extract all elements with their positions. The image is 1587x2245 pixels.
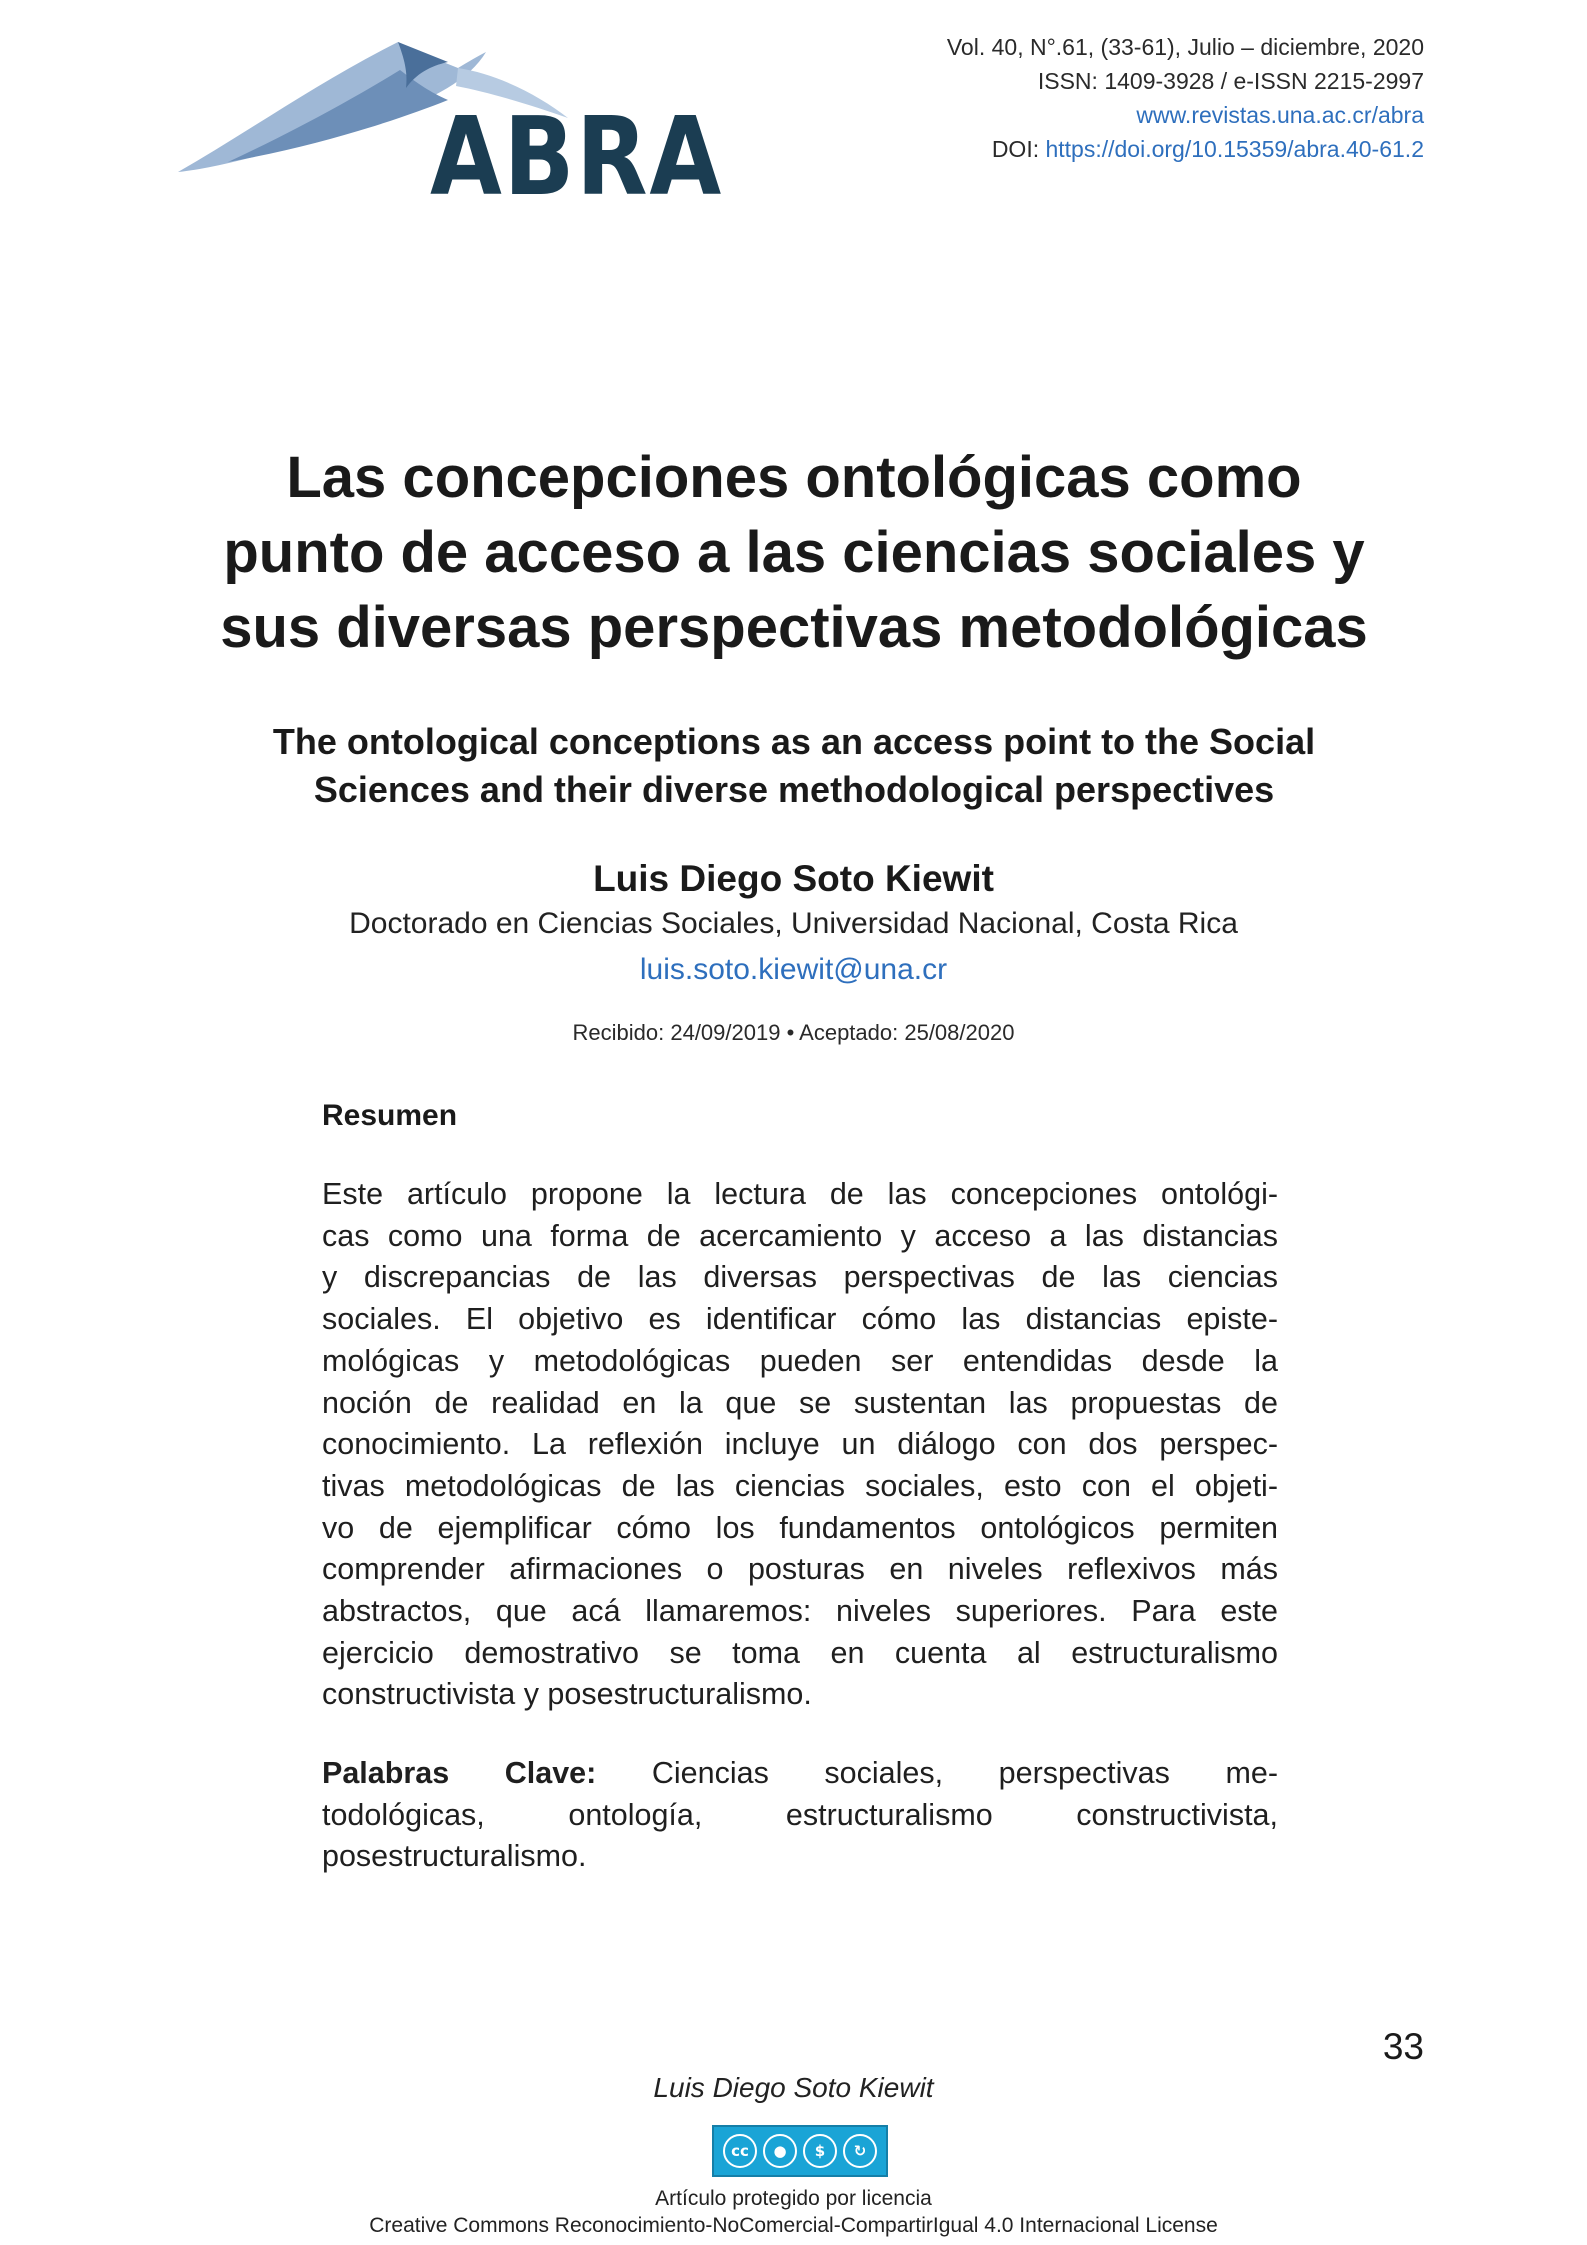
footer-author: Luis Diego Soto Kiewit xyxy=(653,2072,934,2103)
abstract-line: y discrepancias de las diversas perspectivas de las ciencias xyxy=(322,1260,1278,1295)
license-text: Artículo protegido por licencia xyxy=(655,2187,932,2210)
submission-dates: Recibido: 24/09/2019 • Aceptado: 25/08/2020 xyxy=(572,1020,1015,1045)
abstract-line: comprender afirmaciones o posturas en niveles reflexivos más xyxy=(322,1552,1278,1587)
author-name: Luis Diego Soto Kiewit xyxy=(593,858,994,899)
abstract-line: cas como una forma de acercamiento y acceso a las distancias xyxy=(322,1218,1278,1253)
keywords-text: Ciencias sociales, perspectivas me- xyxy=(596,1756,1278,1790)
logo-wordmark: ABRA xyxy=(430,95,723,220)
title-line: sus diversas perspectivas metodológicas xyxy=(220,595,1368,660)
keywords-label: Palabras Clave: xyxy=(322,1756,597,1790)
by-icon: ● xyxy=(763,2134,797,2168)
abstract-line: ejercicio demostrativo se toma en cuenta al estructuralismo xyxy=(322,1635,1278,1670)
cc-icon: cc xyxy=(723,2134,757,2168)
volume-info: Vol. 40, N°.61, (33-61), Julio – diciembre, 2020 xyxy=(946,34,1424,60)
title-line: Las concepciones ontológicas como xyxy=(286,445,1302,510)
doi-line xyxy=(947,132,1424,166)
abstract-line: mológicas y metodológicas pueden ser entendidas desde la xyxy=(322,1343,1278,1378)
keywords-line xyxy=(322,1753,1278,1795)
creative-commons-badge[interactable] xyxy=(712,2125,888,2177)
title-en-line: The ontological conceptions as an access point to the Social xyxy=(272,721,1316,762)
abstract-body xyxy=(322,1174,1278,1716)
journal-logo xyxy=(168,22,723,220)
abstract-line: vo de ejemplificar cómo los fundamentos ontológicos permiten xyxy=(322,1510,1278,1545)
abstract-heading: Resumen xyxy=(322,1099,458,1132)
website-link[interactable]: www.revistas.una.ac.cr/abra xyxy=(1136,102,1424,128)
title-line: punto de acceso a las ciencias sociales y xyxy=(223,520,1365,585)
issn-info: ISSN: 1409-3928 / e-ISSN 2215-2997 xyxy=(1037,68,1424,94)
abstract-line: sociales. El objetivo es identificar cómo las distancias episte- xyxy=(322,1302,1278,1337)
article-title xyxy=(120,440,1468,665)
abstract-line: noción de realidad en la que se sustentan las propuestas de xyxy=(322,1385,1278,1420)
keywords-block xyxy=(322,1753,1278,1878)
abstract-line: tivas metodológicas de las ciencias sociales, esto con el objeti- xyxy=(322,1468,1278,1503)
article-title-english xyxy=(120,718,1468,814)
doi-label: DOI: xyxy=(991,136,1046,162)
abstract-line: abstractos, que acá llamaremos: niveles superiores. Para este xyxy=(322,1594,1278,1629)
keywords-line: posestructuralismo. xyxy=(322,1839,587,1874)
doi-link[interactable]: https://doi.org/10.15359/abra.40-61.2 xyxy=(1045,136,1424,162)
abstract-line: conocimiento. La reflexión incluye un diálogo con dos perspec- xyxy=(322,1427,1278,1462)
journal-meta xyxy=(947,30,1424,166)
license-name: Creative Commons Reconocimiento-NoComercial-CompartirIgual 4.0 Internacional License xyxy=(369,2214,1218,2237)
abstract-line: constructivista y posestructuralismo. xyxy=(322,1677,812,1712)
title-en-line: Sciences and their diverse methodological perspectives xyxy=(313,769,1275,810)
sa-icon: ↻ xyxy=(843,2134,877,2168)
nc-icon: $ xyxy=(803,2134,837,2168)
author-email-link[interactable]: luis.soto.kiewit@una.cr xyxy=(639,953,948,986)
keywords-line: todológicas, ontología, estructuralismo constructivista, xyxy=(322,1797,1278,1832)
abstract-line: Este artículo propone la lectura de las concepciones ontológi- xyxy=(322,1177,1278,1211)
author-affiliation: Doctorado en Ciencias Sociales, Universidad Nacional, Costa Rica xyxy=(349,907,1238,940)
page-number: 33 xyxy=(1382,2026,1424,2067)
